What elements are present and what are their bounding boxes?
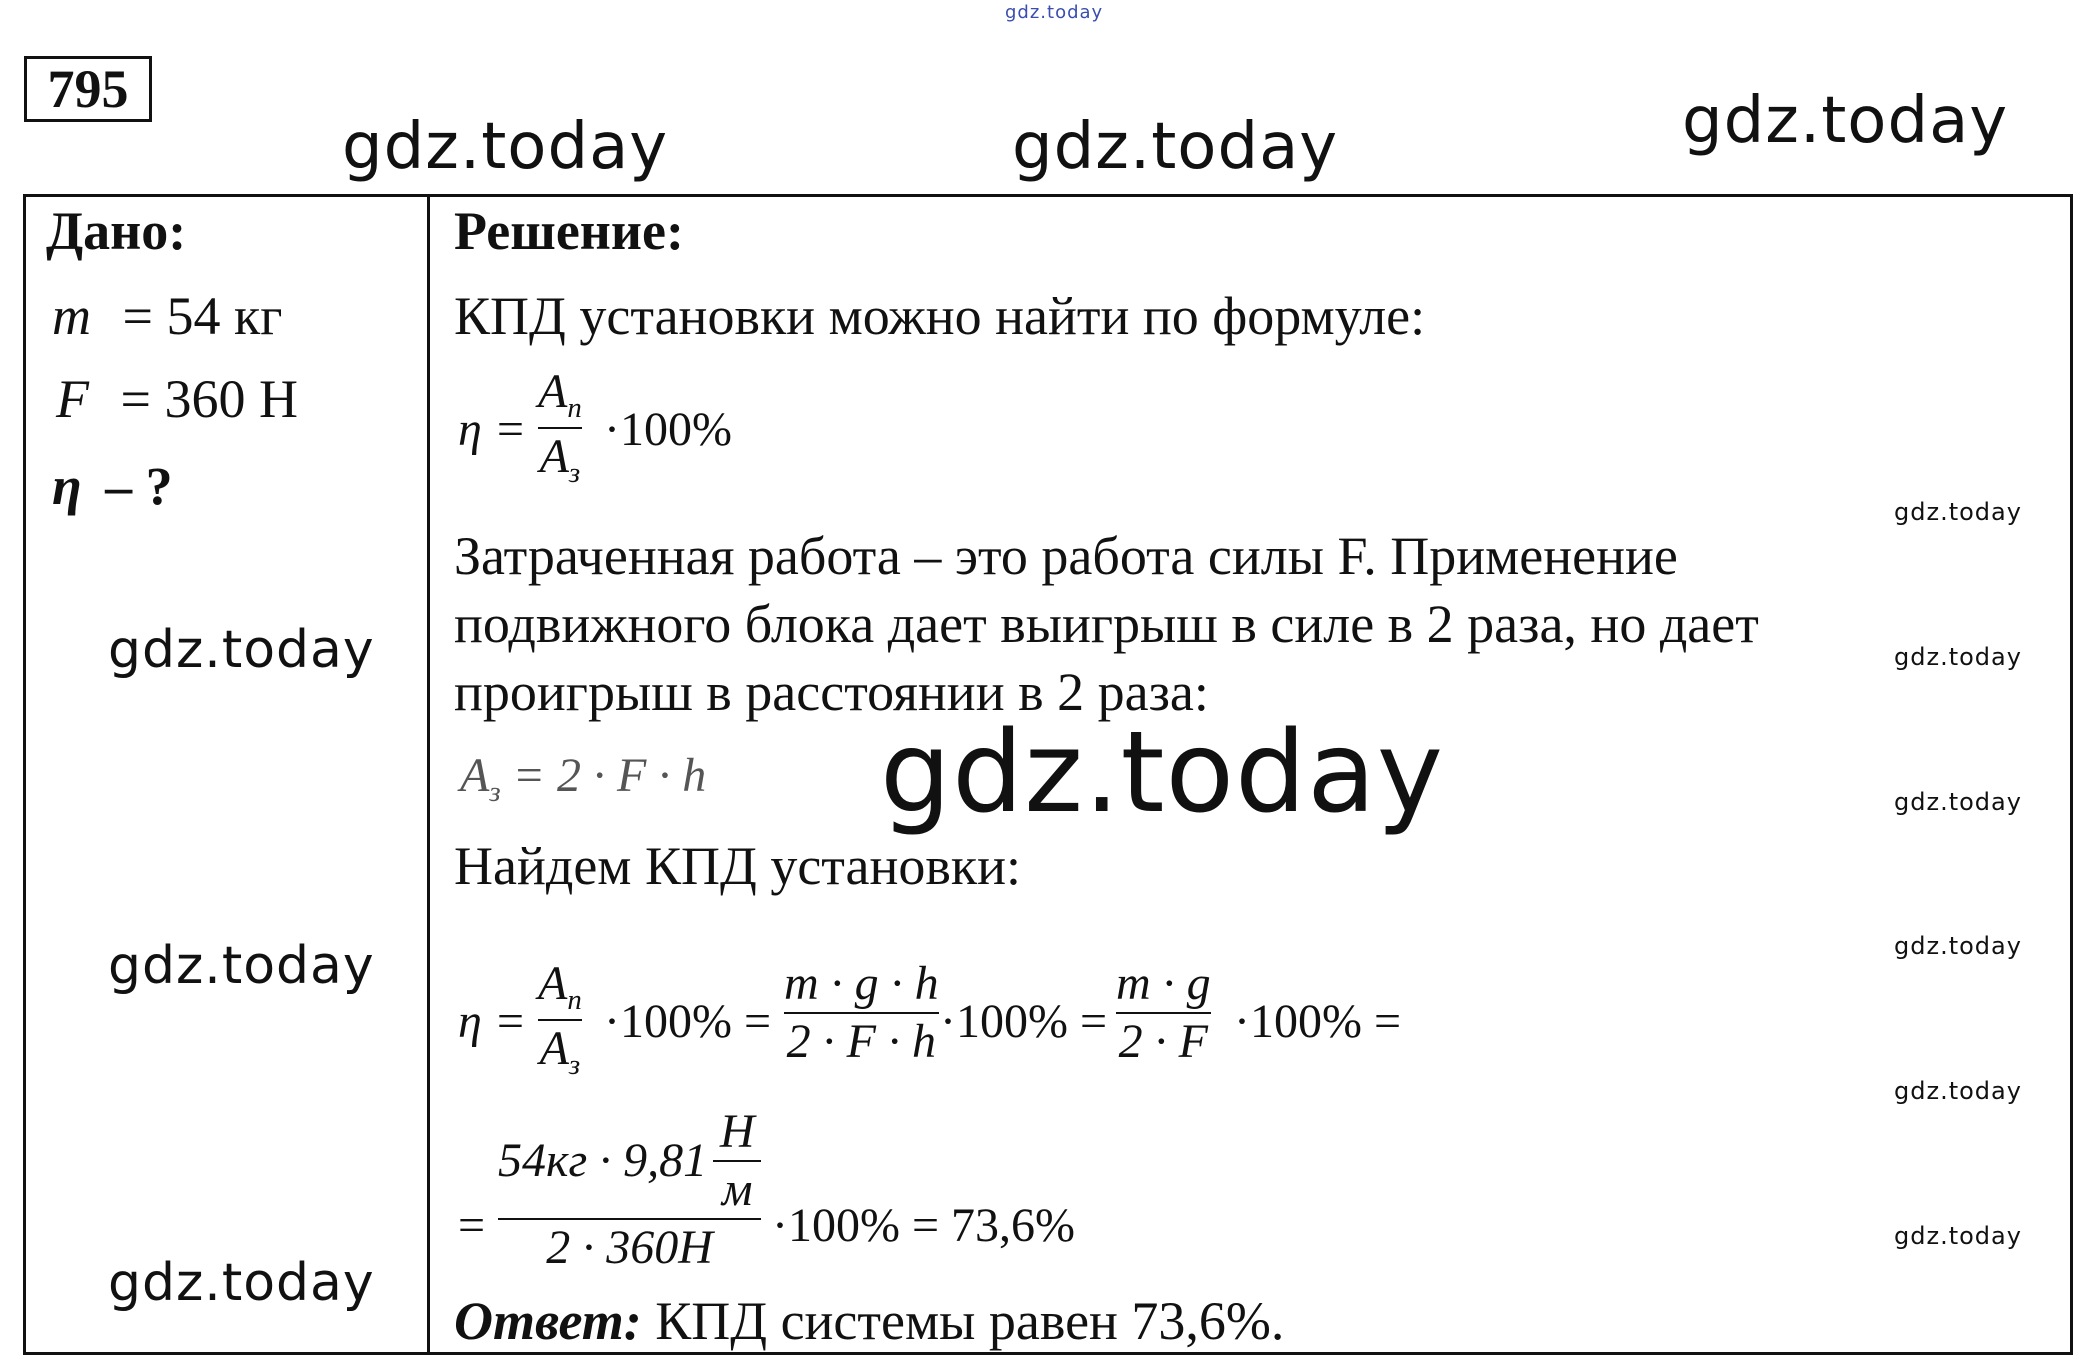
- watermark-right-6: gdz.today: [1894, 1222, 2022, 1250]
- formula3-tail2: ·100% =: [940, 995, 1108, 1048]
- formula3-frac1: [538, 957, 582, 1081]
- formula4-num: 54кг · 9,81 Н м: [498, 1108, 761, 1214]
- formula4-inner-den: м: [721, 1163, 753, 1216]
- given-efficiency: [52, 455, 173, 517]
- solution-para-1: Затраченная работа – это работа силы F. Применение: [454, 526, 1678, 586]
- given-force: [56, 368, 298, 430]
- watermark-right-5: gdz.today: [1894, 1077, 2022, 1105]
- watermark-top-small: gdz.today: [1005, 2, 1104, 23]
- formula3-frac2-den: 2 · F · h: [786, 1015, 936, 1068]
- watermark-right-3: gdz.today: [1894, 788, 2022, 816]
- formula4-eq: =: [458, 1199, 486, 1252]
- formula3-frac2-num: m · g · h: [784, 957, 939, 1010]
- formula3-tail3: ·100% =: [1234, 995, 1402, 1048]
- solution-line-1: КПД установки можно найти по формуле:: [454, 286, 1426, 346]
- fraction-bar: [538, 1019, 582, 1021]
- formula3-eta: η =: [458, 995, 527, 1048]
- formula4-tail: ·100% = 73,6%: [772, 1199, 1076, 1252]
- answer-text: КПД системы равен 73,6%.: [641, 1291, 1285, 1351]
- formula1-tail: ·100%: [604, 403, 732, 456]
- efficiency-symbol: η: [52, 456, 82, 516]
- fraction-bar: [498, 1218, 761, 1220]
- formula2: $A_з = 2 \cdot F \cdot h$: [460, 749, 707, 809]
- formula3-tail1: ·100% =: [604, 995, 772, 1048]
- force-value: = 360 Н: [120, 369, 298, 429]
- formula3-frac3: [1116, 957, 1211, 1068]
- solution-para-3: проигрыш в расстоянии в 2 раза:: [454, 662, 1209, 722]
- given-header: Дано:: [46, 201, 187, 261]
- fraction-bar: [538, 427, 582, 429]
- formula3-frac2: [784, 957, 939, 1068]
- watermark-header-1: gdz.today: [342, 110, 669, 184]
- solution-para-2: подвижного блока дает выигрыш в силе в 2 раза, но дает: [454, 594, 1759, 654]
- mass-value: = 54 кг: [122, 286, 283, 346]
- given-mass: [52, 285, 282, 347]
- watermark-header-3: gdz.today: [1682, 84, 2009, 158]
- solution-header: Решение:: [454, 201, 684, 261]
- answer-line: [454, 1290, 1284, 1352]
- efficiency-question: – ?: [105, 456, 173, 516]
- problem-number: 795: [24, 56, 152, 122]
- watermark-right-2: gdz.today: [1894, 643, 2022, 671]
- formula4-fraction: [498, 1105, 761, 1274]
- formula4-inner-num: Н: [719, 1105, 755, 1158]
- watermark-right-4: gdz.today: [1894, 932, 2022, 960]
- answer-label: Ответ:: [454, 1291, 642, 1351]
- formula3-frac3-num: m · g: [1116, 957, 1211, 1010]
- watermark-center: gdz.today: [880, 708, 1445, 838]
- formula3-frac1-num: $A_п$: [538, 957, 582, 1017]
- watermark-header-2: gdz.today: [1012, 110, 1339, 184]
- formula3-frac1-den: $A_з$: [539, 1021, 581, 1081]
- watermark-left-2: gdz.today: [108, 936, 375, 996]
- watermark-left-3: gdz.today: [108, 1253, 375, 1313]
- fraction-bar: [1116, 1012, 1211, 1014]
- formula1-num: $A_п$: [538, 365, 582, 425]
- formula1-eta: η =: [458, 403, 527, 456]
- formula4-den: 2 · 360Н: [546, 1221, 713, 1274]
- table-divider: [427, 194, 430, 1355]
- formula1-fraction: [538, 365, 582, 489]
- fraction-bar: [784, 1012, 939, 1014]
- force-symbol: F: [56, 369, 89, 429]
- mass-symbol: m: [52, 286, 91, 346]
- watermark-right-1: gdz.today: [1894, 498, 2022, 526]
- formula1-den: $A_з$: [539, 429, 581, 489]
- formula3-frac3-den: 2 · F: [1118, 1015, 1208, 1068]
- watermark-left-1: gdz.today: [108, 620, 375, 680]
- solution-line-2: Найдем КПД установки:: [454, 836, 1022, 896]
